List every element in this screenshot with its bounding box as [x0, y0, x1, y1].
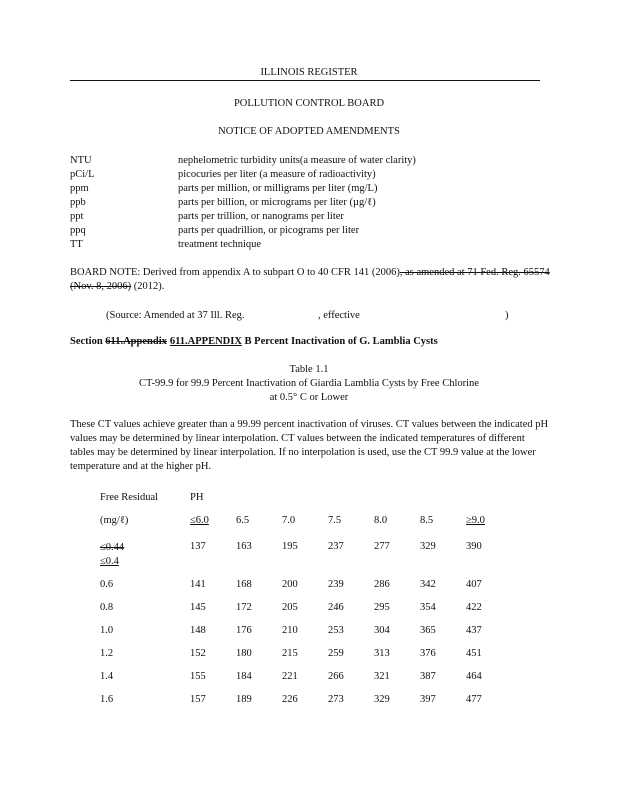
table-row — [100, 671, 512, 694]
ct-value: 451 — [466, 648, 482, 659]
ct-value: 365 — [420, 625, 436, 636]
ct-value: 210 — [282, 625, 298, 636]
ct-value: 180 — [236, 648, 252, 659]
ct-value: 200 — [282, 579, 298, 590]
units-header: (mg/ℓ) — [100, 515, 129, 526]
table-title-line2: CT-99.9 for 99.9 Percent Inactivation of Giardia Lamblia Cysts by Free Chlorine — [139, 378, 479, 389]
ct-value: 184 — [236, 671, 252, 682]
abbreviation-definition: parts per million, or milligrams per liter (mg/L) — [178, 183, 378, 194]
abbreviation-definition: treatment technique — [178, 239, 262, 250]
source-label: (Source: Amended at 37 Ill. Reg. — [106, 310, 245, 321]
abbreviation-definition: parts per quadrillion, or picograms per liter — [178, 225, 360, 236]
ct-value: 390 — [466, 541, 482, 552]
ct-value: 376 — [420, 648, 436, 659]
table-row — [100, 541, 512, 579]
ct-value: 286 — [374, 579, 390, 590]
section-heading — [70, 336, 438, 347]
ct-value: 422 — [466, 602, 482, 613]
ct-value: 148 — [190, 625, 206, 636]
ct-value: 195 — [282, 541, 298, 552]
residual-struck: ≤0.44 — [100, 542, 125, 553]
ct-value: 226 — [282, 694, 298, 705]
abbreviation-definition: parts per billion, or micrograms per liter (µg/ℓ) — [178, 197, 376, 208]
residual-cell: 1.2 — [100, 648, 114, 659]
residual-cell: 0.8 — [100, 602, 114, 613]
ct-value: 155 — [190, 671, 206, 682]
table-row — [100, 579, 512, 602]
ct-value: 329 — [374, 694, 390, 705]
ct-value: 477 — [466, 694, 482, 705]
ct-value: 295 — [374, 602, 390, 613]
abbreviation-row — [70, 168, 416, 182]
table-header-row — [100, 492, 512, 515]
ct-value: 464 — [466, 671, 482, 682]
ct-value: 189 — [236, 694, 252, 705]
ct-value: 277 — [374, 541, 390, 552]
residual-cell: 1.4 — [100, 671, 114, 682]
source-effective: , effective — [318, 310, 360, 321]
abbreviation-definition: parts per trillion, or nanograms per liter — [178, 211, 344, 222]
board-note-year: (2012). — [131, 281, 165, 292]
ct-value: 304 — [374, 625, 390, 636]
section-new-number: 611.APPENDIX — [169, 336, 242, 347]
table-row — [100, 648, 512, 671]
ct-value: 354 — [420, 602, 436, 613]
abbreviation-row — [70, 196, 416, 210]
table-title-line3: at 0.5° C or Lower — [269, 392, 349, 403]
ph-value: ≥9.0 — [466, 515, 485, 526]
ph-header: PH — [190, 492, 204, 503]
ct-value: 246 — [328, 602, 344, 613]
residual-cell: 0.6 — [100, 579, 114, 590]
abbreviation-list — [70, 154, 416, 252]
register-title: ILLINOIS REGISTER — [260, 67, 358, 78]
abbreviation-row — [70, 224, 416, 238]
abbreviation-term: NTU — [70, 155, 92, 166]
notice-title: NOTICE OF ADOPTED AMENDMENTS — [218, 126, 400, 137]
ct-value: 397 — [420, 694, 436, 705]
abbreviation-term: TT — [70, 239, 83, 250]
table-row — [100, 694, 512, 717]
board-note — [70, 266, 550, 294]
ct-value: 321 — [374, 671, 390, 682]
abbreviation-term: ppb — [70, 197, 86, 208]
ct-value: 253 — [328, 625, 344, 636]
ct-value: 237 — [328, 541, 344, 552]
abbreviation-definition: picocuries per liter (a measure of radioactivity) — [178, 169, 376, 180]
ph-value: 7.0 — [282, 515, 296, 526]
table-title-line1: Table 1.1 — [289, 364, 329, 375]
table-row — [100, 625, 512, 648]
ct-value: 168 — [236, 579, 252, 590]
source-close: ) — [505, 310, 509, 321]
ct-value: 313 — [374, 648, 390, 659]
residual-cell — [100, 541, 190, 579]
abbreviation-row — [70, 238, 416, 252]
abbreviation-row — [70, 182, 416, 196]
residual-cell: 1.0 — [100, 625, 114, 636]
ct-value: 239 — [328, 579, 344, 590]
residual-cell: 1.6 — [100, 694, 114, 705]
board-note-struck-text: , as amended at 71 Fed. Reg. 65574 (Nov. 8, 2006) — [70, 267, 550, 292]
header-rule — [70, 80, 540, 81]
abbreviation-term: ppq — [70, 225, 86, 236]
free-residual-header: Free Residual — [100, 492, 159, 503]
ct-value: 137 — [190, 541, 206, 552]
ph-value: 8.5 — [420, 515, 434, 526]
ct-value: 205 — [282, 602, 298, 613]
ct-value: 141 — [190, 579, 206, 590]
ct-value: 266 — [328, 671, 344, 682]
ct-table — [100, 492, 512, 717]
residual-new: ≤0.4 — [100, 556, 119, 567]
ct-value: 273 — [328, 694, 344, 705]
ct-value: 176 — [236, 625, 252, 636]
abbreviation-definition: nephelometric turbidity units(a measure of water clarity) — [178, 155, 416, 166]
table-row — [100, 602, 512, 625]
ph-value: 8.0 — [374, 515, 388, 526]
abbreviation-row — [70, 154, 416, 168]
abbreviation-term: pCi/L — [70, 169, 95, 180]
ct-value: 407 — [466, 579, 482, 590]
ct-value: 437 — [466, 625, 482, 636]
abbreviation-term: ppm — [70, 183, 89, 194]
ph-value: 7.5 — [328, 515, 342, 526]
ct-value: 172 — [236, 602, 252, 613]
board-title: POLLUTION CONTROL BOARD — [233, 98, 385, 109]
ct-value: 259 — [328, 648, 344, 659]
table-subheader-row — [100, 515, 512, 541]
ct-value: 387 — [420, 671, 436, 682]
ct-value: 152 — [190, 648, 206, 659]
section-prefix: Section — [70, 336, 106, 347]
section-struck-number: 611.Appendix — [105, 336, 167, 347]
intro-paragraph: These CT values achieve greater than a 99.99 percent inactivation of viruses. CT values between the indicated pH values may be determined by linear interpolation. CT values between the indicated temperatures of different tables may be determined by linear interpolation. If no interpolation is used, use the CT 99.9 value at the lower temperature and at the higher pH. — [70, 419, 549, 472]
ph-value: 6.5 — [236, 515, 250, 526]
ct-value: 163 — [236, 541, 252, 552]
ct-value: 215 — [282, 648, 298, 659]
abbreviation-term: ppt — [70, 211, 84, 222]
board-note-text: BOARD NOTE: Derived from appendix A to subpart O to 40 CFR 141 (2006) — [70, 267, 400, 278]
ct-value: 157 — [190, 694, 206, 705]
ct-value: 145 — [190, 602, 206, 613]
ph-value: ≤6.0 — [190, 515, 209, 526]
ct-value: 221 — [282, 671, 298, 682]
abbreviation-row — [70, 210, 416, 224]
ct-value: 329 — [420, 541, 436, 552]
section-title: B Percent Inactivation of G. Lamblia Cysts — [241, 336, 438, 347]
ct-value: 342 — [420, 579, 436, 590]
